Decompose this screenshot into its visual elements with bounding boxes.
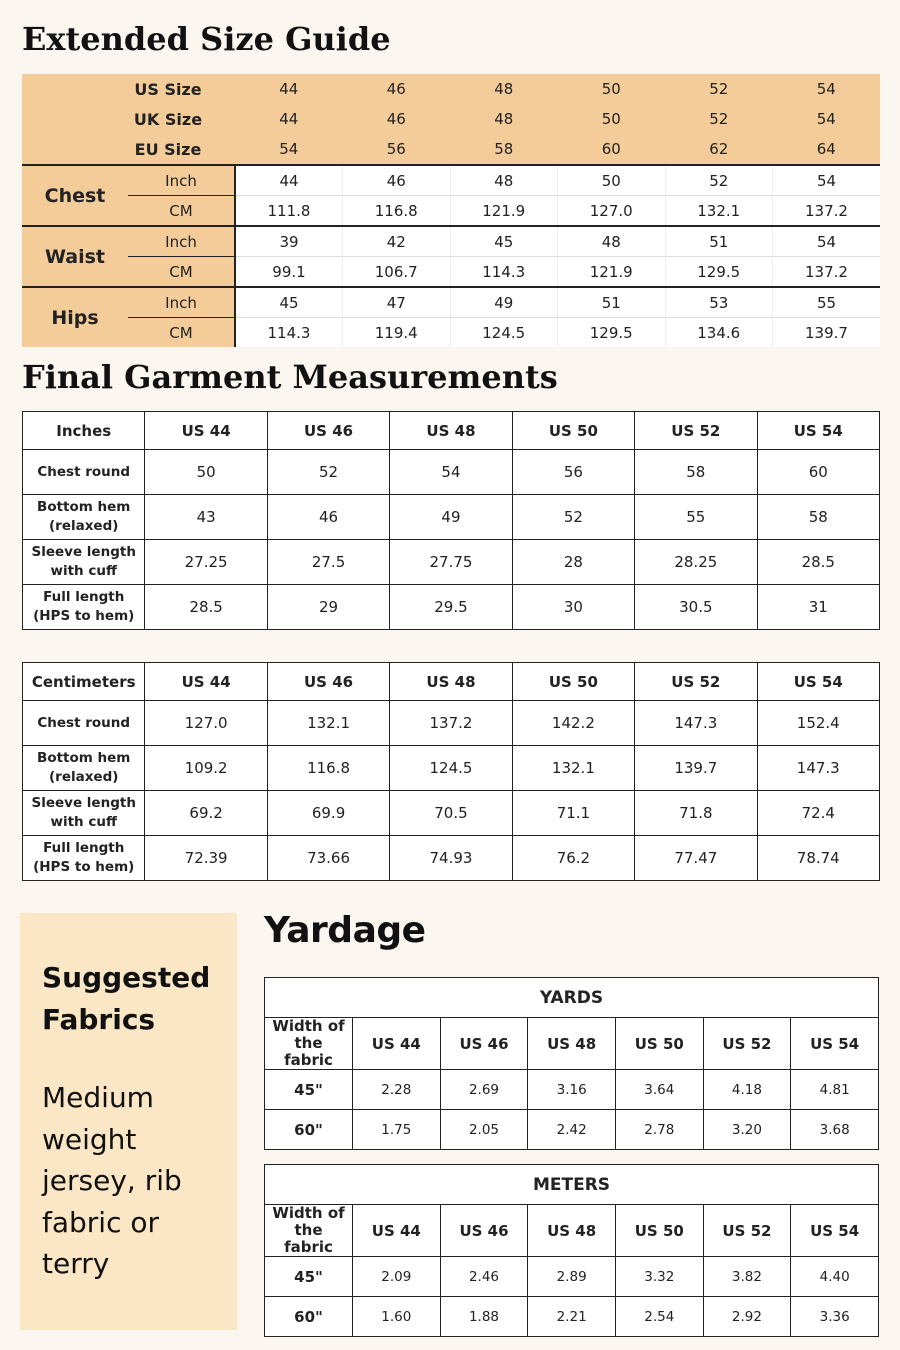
value-cell: 78.74	[757, 836, 879, 881]
waist-label: Waist	[22, 226, 128, 287]
value-cell: 147.3	[757, 746, 879, 791]
value-cell: 28.5	[757, 540, 879, 585]
value-cell: 2.78	[615, 1110, 703, 1150]
meters-header-row	[265, 1205, 879, 1257]
garment-row-chest-round	[23, 701, 880, 746]
size-header-row-us	[22, 74, 880, 104]
us-size-label: US Size	[22, 74, 235, 104]
value-cell: 30	[512, 585, 634, 630]
garment-row-bottom-hem	[23, 746, 880, 791]
garment-row-bottom-hem	[23, 495, 880, 540]
row-label: Chest round	[23, 450, 145, 495]
value-cell: 31	[757, 585, 879, 630]
value-cell: 43	[145, 495, 267, 540]
suggested-fabrics-panel	[20, 913, 237, 1330]
value-cell: 69.2	[145, 791, 267, 836]
value-cell: 55	[773, 287, 881, 318]
value-cell: 1.88	[440, 1297, 528, 1337]
value-cell: 28.25	[635, 540, 757, 585]
size-header: US 48	[528, 1018, 616, 1070]
fabric-width-cell: 60"	[265, 1297, 353, 1337]
value-cell: 48	[450, 165, 558, 196]
size-header: US 54	[757, 663, 879, 701]
value-cell: 129.5	[558, 318, 666, 348]
value-cell: 28	[512, 540, 634, 585]
value-cell: 2.92	[703, 1297, 791, 1337]
value-cell: 3.36	[791, 1297, 879, 1337]
size-cell: 46	[343, 104, 451, 134]
value-cell: 53	[665, 287, 773, 318]
value-cell: 132.1	[267, 701, 389, 746]
unit-label: Centimeters	[23, 663, 145, 701]
size-header: US 48	[528, 1205, 616, 1257]
value-cell: 50	[145, 450, 267, 495]
value-cell: 2.21	[528, 1297, 616, 1337]
size-header: US 44	[353, 1205, 441, 1257]
value-cell: 109.2	[145, 746, 267, 791]
waist-inch-row	[22, 226, 880, 257]
value-cell: 134.6	[665, 318, 773, 348]
yards-header-row	[265, 1018, 879, 1070]
size-cell: 58	[450, 134, 558, 165]
size-guide-title: Extended Size Guide	[22, 20, 391, 58]
suggested-fabrics-title: Suggested Fabrics	[42, 961, 211, 1036]
value-cell: 27.5	[267, 540, 389, 585]
value-cell: 54	[773, 226, 881, 257]
value-cell: 121.9	[558, 257, 666, 288]
size-guide-table	[22, 74, 880, 347]
value-cell: 139.7	[773, 318, 881, 348]
yards-row-45	[265, 1070, 879, 1110]
value-cell: 73.66	[267, 836, 389, 881]
value-cell: 132.1	[665, 196, 773, 227]
value-cell: 139.7	[635, 746, 757, 791]
value-cell: 58	[635, 450, 757, 495]
value-cell: 142.2	[512, 701, 634, 746]
value-cell: 152.4	[757, 701, 879, 746]
chest-label: Chest	[22, 165, 128, 226]
size-header: US 48	[390, 412, 512, 450]
value-cell: 28.5	[145, 585, 267, 630]
value-cell: 49	[450, 287, 558, 318]
row-label: Bottom hem (relaxed)	[23, 495, 145, 540]
fabric-width-cell: 45"	[265, 1257, 353, 1297]
meters-caption-row	[265, 1165, 879, 1205]
size-header: US 54	[757, 412, 879, 450]
size-header: US 46	[267, 412, 389, 450]
garment-centimeters-table	[22, 662, 880, 881]
size-header: US 50	[512, 412, 634, 450]
size-cell: 48	[450, 74, 558, 104]
meters-row-60	[265, 1297, 879, 1337]
size-header: US 50	[615, 1205, 703, 1257]
size-header: US 44	[145, 663, 267, 701]
value-cell: 1.75	[353, 1110, 441, 1150]
unit-inch-label: Inch	[128, 287, 235, 318]
value-cell: 124.5	[450, 318, 558, 348]
value-cell: 52	[665, 165, 773, 196]
value-cell: 4.81	[791, 1070, 879, 1110]
value-cell: 44	[235, 165, 343, 196]
meters-row-45	[265, 1257, 879, 1297]
value-cell: 1.60	[353, 1297, 441, 1337]
width-of-fabric-label: Width of the fabric	[265, 1205, 353, 1257]
value-cell: 54	[773, 165, 881, 196]
garment-header-row	[23, 663, 880, 701]
chest-cm-row	[22, 196, 880, 227]
value-cell: 3.68	[791, 1110, 879, 1150]
value-cell: 69.9	[267, 791, 389, 836]
value-cell: 127.0	[145, 701, 267, 746]
value-cell: 2.69	[440, 1070, 528, 1110]
value-cell: 27.75	[390, 540, 512, 585]
value-cell: 45	[450, 226, 558, 257]
value-cell: 2.09	[353, 1257, 441, 1297]
value-cell: 114.3	[450, 257, 558, 288]
value-cell: 56	[512, 450, 634, 495]
yardage-title: Yardage	[264, 910, 426, 951]
garment-row-sleeve-length	[23, 540, 880, 585]
value-cell: 71.8	[635, 791, 757, 836]
value-cell: 147.3	[635, 701, 757, 746]
value-cell: 3.16	[528, 1070, 616, 1110]
value-cell: 55	[635, 495, 757, 540]
value-cell: 54	[390, 450, 512, 495]
value-cell: 2.28	[353, 1070, 441, 1110]
size-cell: 50	[558, 104, 666, 134]
unit-cm-label: CM	[128, 196, 235, 227]
row-label: Bottom hem (relaxed)	[23, 746, 145, 791]
value-cell: 50	[558, 165, 666, 196]
value-cell: 49	[390, 495, 512, 540]
value-cell: 52	[267, 450, 389, 495]
waist-cm-row	[22, 257, 880, 288]
row-label: Sleeve length with cuff	[23, 540, 145, 585]
value-cell: 74.93	[390, 836, 512, 881]
size-cell: 52	[665, 74, 773, 104]
value-cell: 2.89	[528, 1257, 616, 1297]
size-header: US 48	[390, 663, 512, 701]
size-header: US 46	[440, 1205, 528, 1257]
yards-row-60	[265, 1110, 879, 1150]
yards-caption-row	[265, 978, 879, 1018]
garment-inches-table	[22, 411, 880, 630]
value-cell: 129.5	[665, 257, 773, 288]
value-cell: 51	[665, 226, 773, 257]
value-cell: 116.8	[343, 196, 451, 227]
value-cell: 121.9	[450, 196, 558, 227]
yards-caption: YARDS	[265, 978, 879, 1018]
hips-cm-row	[22, 318, 880, 348]
size-cell: 54	[773, 74, 881, 104]
size-header: US 52	[703, 1018, 791, 1070]
value-cell: 77.47	[635, 836, 757, 881]
value-cell: 99.1	[235, 257, 343, 288]
size-header: US 52	[635, 663, 757, 701]
value-cell: 72.4	[757, 791, 879, 836]
size-cell: 48	[450, 104, 558, 134]
value-cell: 46	[267, 495, 389, 540]
size-cell: 64	[773, 134, 881, 165]
size-header: US 46	[267, 663, 389, 701]
size-cell: 54	[235, 134, 343, 165]
value-cell: 58	[757, 495, 879, 540]
size-cell: 50	[558, 74, 666, 104]
value-cell: 132.1	[512, 746, 634, 791]
fabric-width-cell: 45"	[265, 1070, 353, 1110]
value-cell: 39	[235, 226, 343, 257]
yardage-yards-table	[264, 977, 879, 1150]
value-cell: 137.2	[773, 257, 881, 288]
value-cell: 2.46	[440, 1257, 528, 1297]
value-cell: 72.39	[145, 836, 267, 881]
value-cell: 3.20	[703, 1110, 791, 1150]
value-cell: 116.8	[267, 746, 389, 791]
size-header: US 46	[440, 1018, 528, 1070]
value-cell: 2.42	[528, 1110, 616, 1150]
value-cell: 2.05	[440, 1110, 528, 1150]
value-cell: 27.25	[145, 540, 267, 585]
value-cell: 3.32	[615, 1257, 703, 1297]
size-cell: 56	[343, 134, 451, 165]
size-header: US 50	[615, 1018, 703, 1070]
value-cell: 71.1	[512, 791, 634, 836]
size-header-row-eu	[22, 134, 880, 165]
suggested-fabrics-text: Medium weight jersey, rib fabric or terry	[42, 1081, 182, 1280]
value-cell: 52	[512, 495, 634, 540]
value-cell: 114.3	[235, 318, 343, 348]
value-cell: 70.5	[390, 791, 512, 836]
size-header: US 50	[512, 663, 634, 701]
value-cell: 127.0	[558, 196, 666, 227]
fabric-width-cell: 60"	[265, 1110, 353, 1150]
value-cell: 76.2	[512, 836, 634, 881]
size-header: US 52	[635, 412, 757, 450]
chest-inch-row	[22, 165, 880, 196]
garment-row-sleeve-length	[23, 791, 880, 836]
size-header: US 52	[703, 1205, 791, 1257]
value-cell: 4.40	[791, 1257, 879, 1297]
garment-row-full-length	[23, 836, 880, 881]
size-cell: 52	[665, 104, 773, 134]
value-cell: 111.8	[235, 196, 343, 227]
size-cell: 44	[235, 104, 343, 134]
unit-inch-label: Inch	[128, 226, 235, 257]
garment-row-chest-round	[23, 450, 880, 495]
value-cell: 51	[558, 287, 666, 318]
value-cell: 29.5	[390, 585, 512, 630]
size-cell: 54	[773, 104, 881, 134]
row-label: Chest round	[23, 701, 145, 746]
value-cell: 48	[558, 226, 666, 257]
value-cell: 60	[757, 450, 879, 495]
value-cell: 3.64	[615, 1070, 703, 1110]
value-cell: 137.2	[390, 701, 512, 746]
value-cell: 106.7	[343, 257, 451, 288]
value-cell: 137.2	[773, 196, 881, 227]
value-cell: 30.5	[635, 585, 757, 630]
unit-inch-label: Inch	[128, 165, 235, 196]
size-header: US 44	[353, 1018, 441, 1070]
value-cell: 45	[235, 287, 343, 318]
garment-row-full-length	[23, 585, 880, 630]
uk-size-label: UK Size	[22, 104, 235, 134]
value-cell: 46	[343, 165, 451, 196]
value-cell: 2.54	[615, 1297, 703, 1337]
value-cell: 29	[267, 585, 389, 630]
size-header: US 44	[145, 412, 267, 450]
row-label: Full length (HPS to hem)	[23, 836, 145, 881]
value-cell: 4.18	[703, 1070, 791, 1110]
row-label: Sleeve length with cuff	[23, 791, 145, 836]
value-cell: 124.5	[390, 746, 512, 791]
unit-cm-label: CM	[128, 257, 235, 288]
unit-label: Inches	[23, 412, 145, 450]
size-header: US 54	[791, 1018, 879, 1070]
width-of-fabric-label: Width of the fabric	[265, 1018, 353, 1070]
final-garment-title: Final Garment Measurements	[22, 358, 558, 396]
size-cell: 46	[343, 74, 451, 104]
hips-label: Hips	[22, 287, 128, 347]
hips-inch-row	[22, 287, 880, 318]
size-cell: 44	[235, 74, 343, 104]
value-cell: 3.82	[703, 1257, 791, 1297]
unit-cm-label: CM	[128, 318, 235, 348]
yardage-meters-table	[264, 1164, 879, 1337]
value-cell: 47	[343, 287, 451, 318]
size-cell: 62	[665, 134, 773, 165]
size-header-row-uk	[22, 104, 880, 134]
value-cell: 42	[343, 226, 451, 257]
size-cell: 60	[558, 134, 666, 165]
garment-header-row	[23, 412, 880, 450]
value-cell: 119.4	[343, 318, 451, 348]
row-label: Full length (HPS to hem)	[23, 585, 145, 630]
size-header: US 54	[791, 1205, 879, 1257]
meters-caption: METERS	[265, 1165, 879, 1205]
eu-size-label: EU Size	[22, 134, 235, 165]
